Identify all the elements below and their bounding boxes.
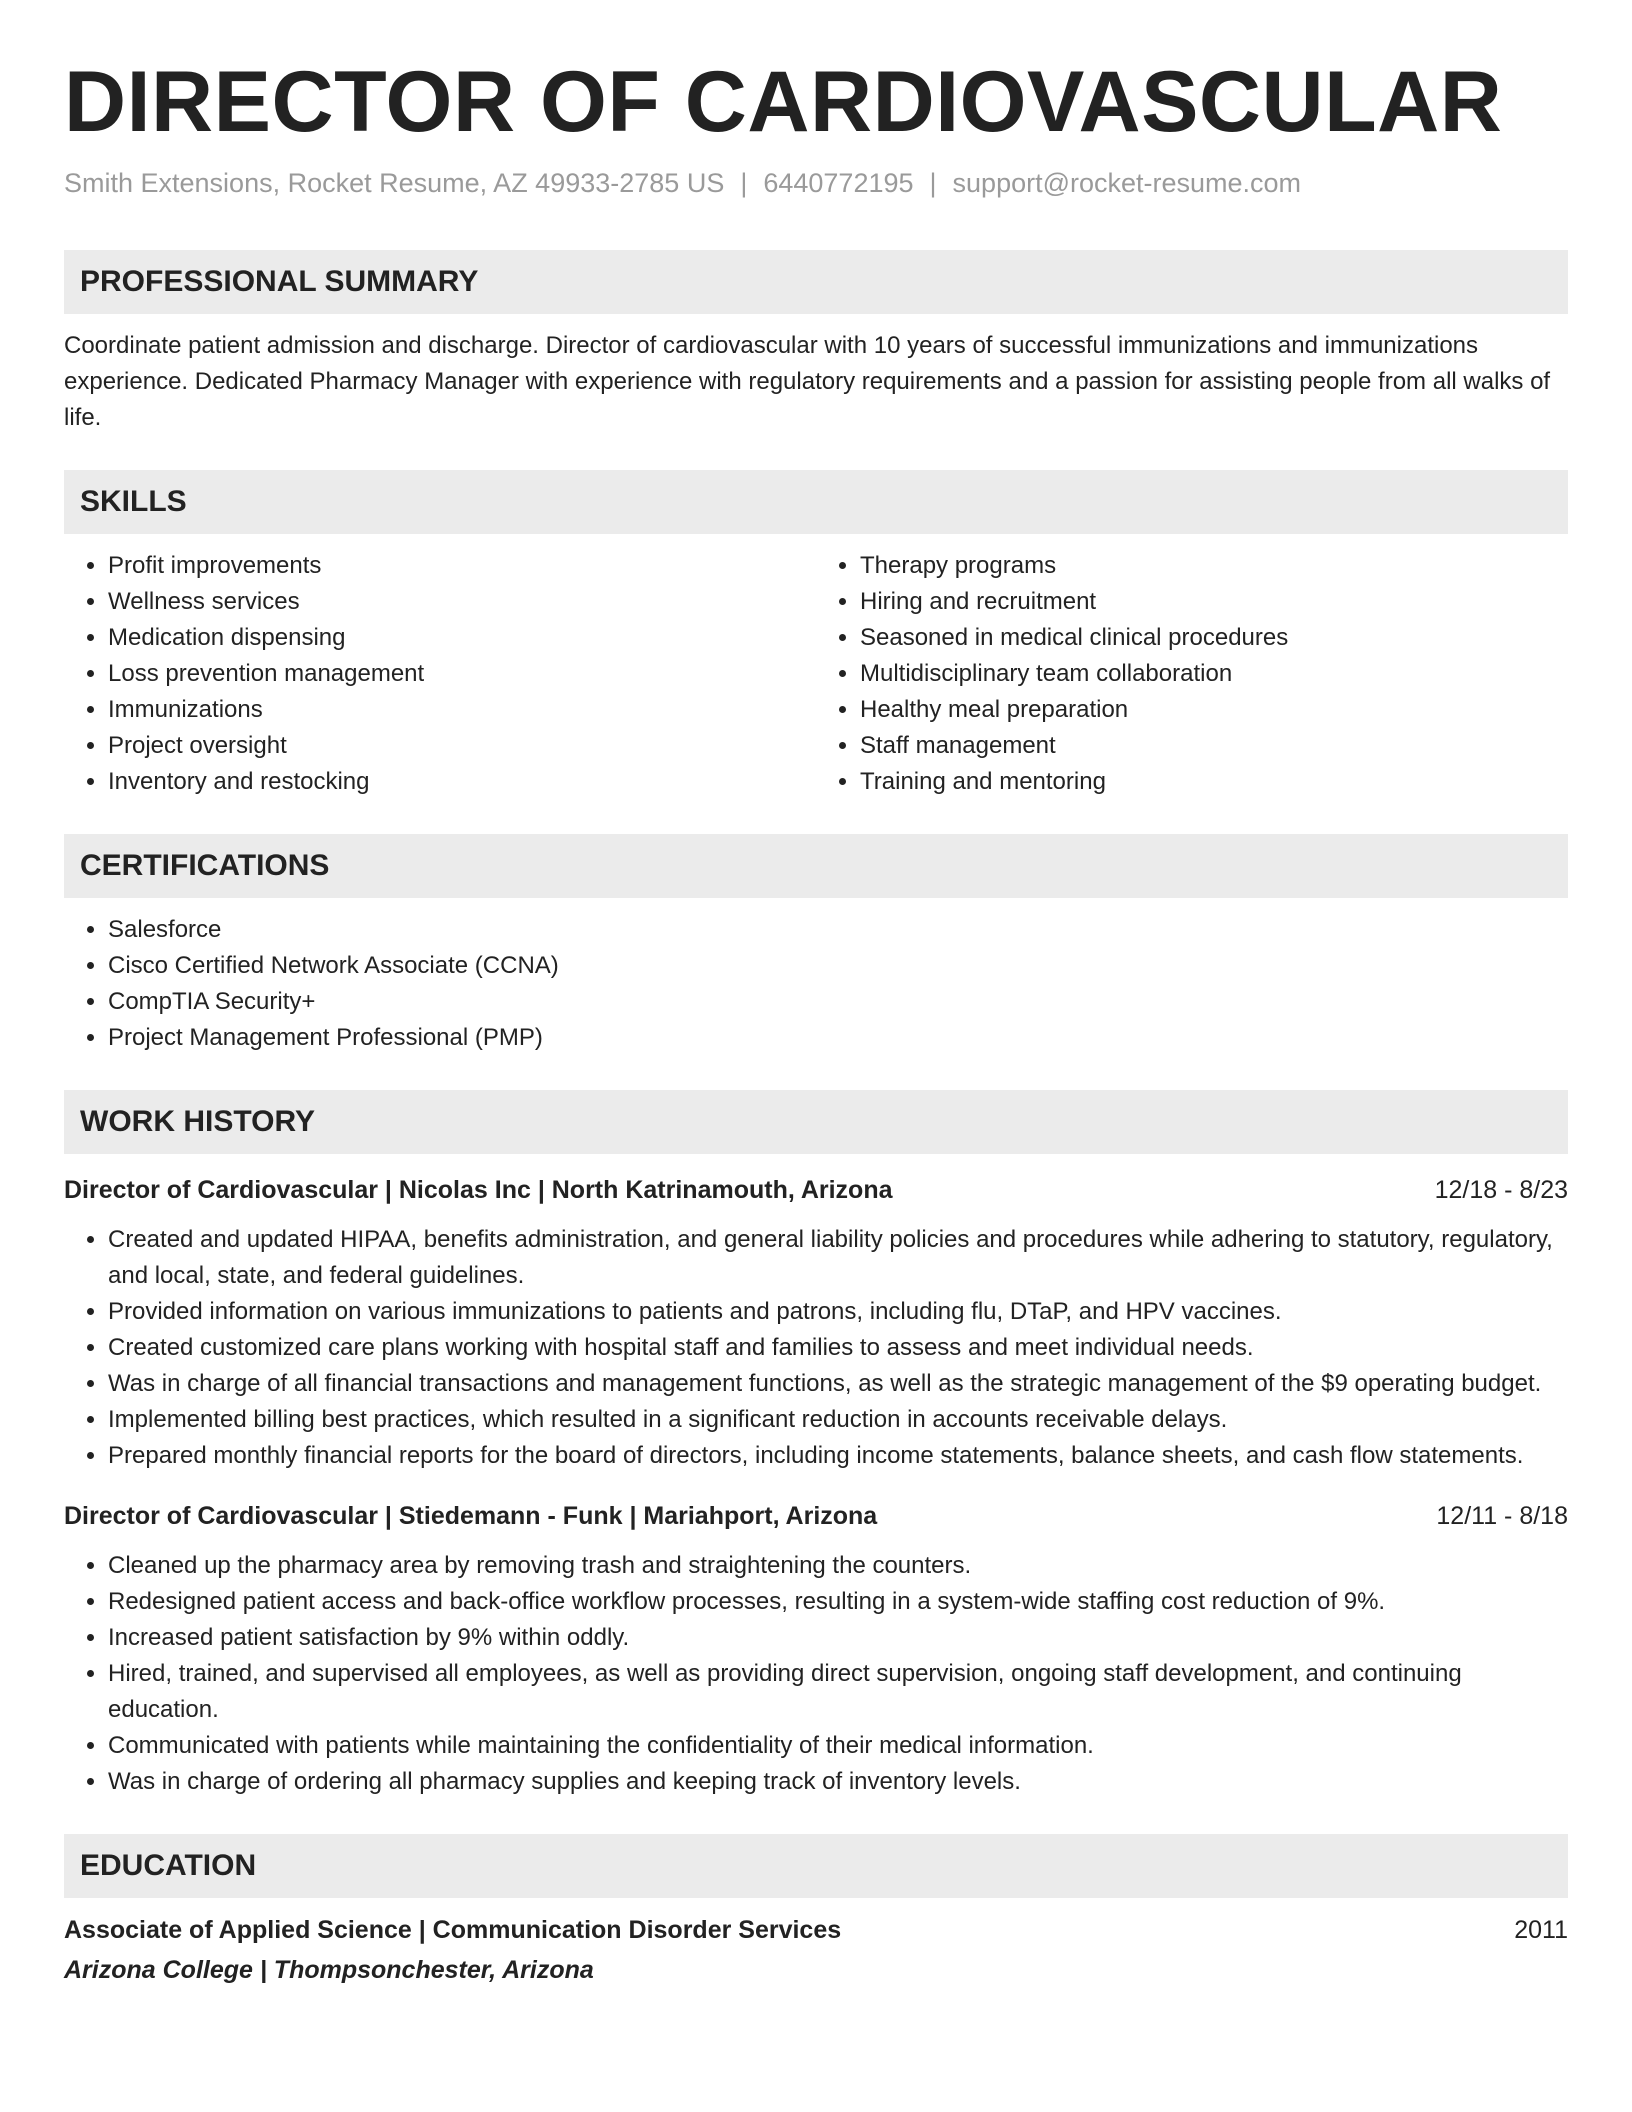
job-header [64, 1172, 1568, 1208]
job-bullet: • Provided information on various immunizations to patients and patrons, including flu, DTaP, and HPV vaccines. [108, 1294, 1568, 1330]
education-school: Arizona College | Thompsonchester, Arizona [64, 1956, 594, 1984]
contact-separator: | [740, 168, 748, 198]
job-entry [64, 1172, 1568, 1474]
skills-right-column [816, 548, 1568, 800]
job-bullet: • Created and updated HIPAA, benefits administration, and general liability policies and procedures while adhering to statutory, regulatory, and local, state, and federal guidelines. [108, 1222, 1568, 1294]
skills-heading: SKILLS [64, 470, 1568, 534]
skill-item: • Inventory and restocking [108, 764, 816, 800]
job-bullet: • Was in charge of all financial transactions and management functions, as well as the strategic management of the $9 operating budget. [108, 1366, 1568, 1402]
skill-item: • Wellness services [108, 584, 816, 620]
skills-list [64, 548, 1568, 800]
skill-item: • Hiring and recruitment [860, 584, 1568, 620]
certifications-list [64, 912, 1568, 1056]
job-title: Director of Cardiovascular | Stiedemann - Funk | Mariahport, Arizona [64, 1502, 878, 1530]
skill-item: • Staff management [860, 728, 1568, 764]
contact-phone: 6440772195 [763, 168, 914, 198]
skill-item: • Immunizations [108, 692, 816, 728]
skill-item: • Loss prevention management [108, 656, 816, 692]
skill-item: • Profit improvements [108, 548, 816, 584]
skills-left-column [64, 548, 816, 800]
skill-item: • Multidisciplinary team collaboration [860, 656, 1568, 692]
job-bullet: • Cleaned up the pharmacy area by removing trash and straightening the counters. [108, 1548, 1568, 1584]
job-bullets [64, 1548, 1568, 1800]
skill-item: • Healthy meal preparation [860, 692, 1568, 728]
job-bullet: • Was in charge of ordering all pharmacy supplies and keeping track of inventory levels. [108, 1764, 1568, 1800]
education-year: 2011 [1514, 1916, 1568, 1944]
skill-item: • Medication dispensing [108, 620, 816, 656]
certification-item: • Cisco Certified Network Associate (CCNA) [108, 948, 1568, 984]
skill-item: • Seasoned in medical clinical procedures [860, 620, 1568, 656]
job-bullet: • Redesigned patient access and back-office workflow processes, resulting in a system-wide staffing cost reduction of 9%. [108, 1584, 1568, 1620]
certification-item: • Salesforce [108, 912, 1568, 948]
job-bullet: • Hired, trained, and supervised all employees, as well as providing direct supervision, ongoing staff development, and continuing education. [108, 1656, 1568, 1728]
education-degree: Associate of Applied Science | Communication Disorder Services [64, 1916, 842, 1944]
job-dates: 12/11 - 8/18 [1436, 1502, 1568, 1530]
job-entry [64, 1498, 1568, 1800]
education-header [64, 1912, 1568, 1948]
certification-item: • Project Management Professional (PMP) [108, 1020, 1568, 1056]
job-bullet: • Created customized care plans working with hospital staff and families to assess and meet individual needs. [108, 1330, 1568, 1366]
job-dates: 12/18 - 8/23 [1434, 1176, 1568, 1204]
education-heading: EDUCATION [64, 1834, 1568, 1898]
resume-title: DIRECTOR OF CARDIOVASCULAR [64, 54, 1503, 150]
certification-item: • CompTIA Security+ [108, 984, 1568, 1020]
certifications-heading: CERTIFICATIONS [64, 834, 1568, 898]
summary-text: Coordinate patient admission and discharge. Director of cardiovascular with 10 years of successful immunizations and immunizations experience. Dedicated Pharmacy Manager with experience with regulatory requirements and a passion for assisting people from all walks of life. [64, 332, 1551, 431]
summary-heading: PROFESSIONAL SUMMARY [64, 250, 1568, 314]
job-header [64, 1498, 1568, 1534]
job-bullet: • Communicated with patients while maintaining the confidentiality of their medical information. [108, 1728, 1568, 1764]
job-bullet: • Implemented billing best practices, which resulted in a significant reduction in accounts receivable delays. [108, 1402, 1568, 1438]
contact-email: support@rocket-resume.com [952, 168, 1302, 198]
contact-separator: | [929, 168, 937, 198]
job-title: Director of Cardiovascular | Nicolas Inc | North Katrinamouth, Arizona [64, 1176, 893, 1204]
job-bullet: • Increased patient satisfaction by 9% within oddly. [108, 1620, 1568, 1656]
contact-line [64, 166, 1568, 200]
work-history-heading: WORK HISTORY [64, 1090, 1568, 1154]
job-bullets [64, 1222, 1568, 1474]
skill-item: • Therapy programs [860, 548, 1568, 584]
skill-item: • Training and mentoring [860, 764, 1568, 800]
contact-address: Smith Extensions, Rocket Resume, AZ 49933-2785 US [64, 168, 725, 198]
job-bullet: • Prepared monthly financial reports for the board of directors, including income statements, balance sheets, and cash flow statements. [108, 1438, 1568, 1474]
skill-item: • Project oversight [108, 728, 816, 764]
